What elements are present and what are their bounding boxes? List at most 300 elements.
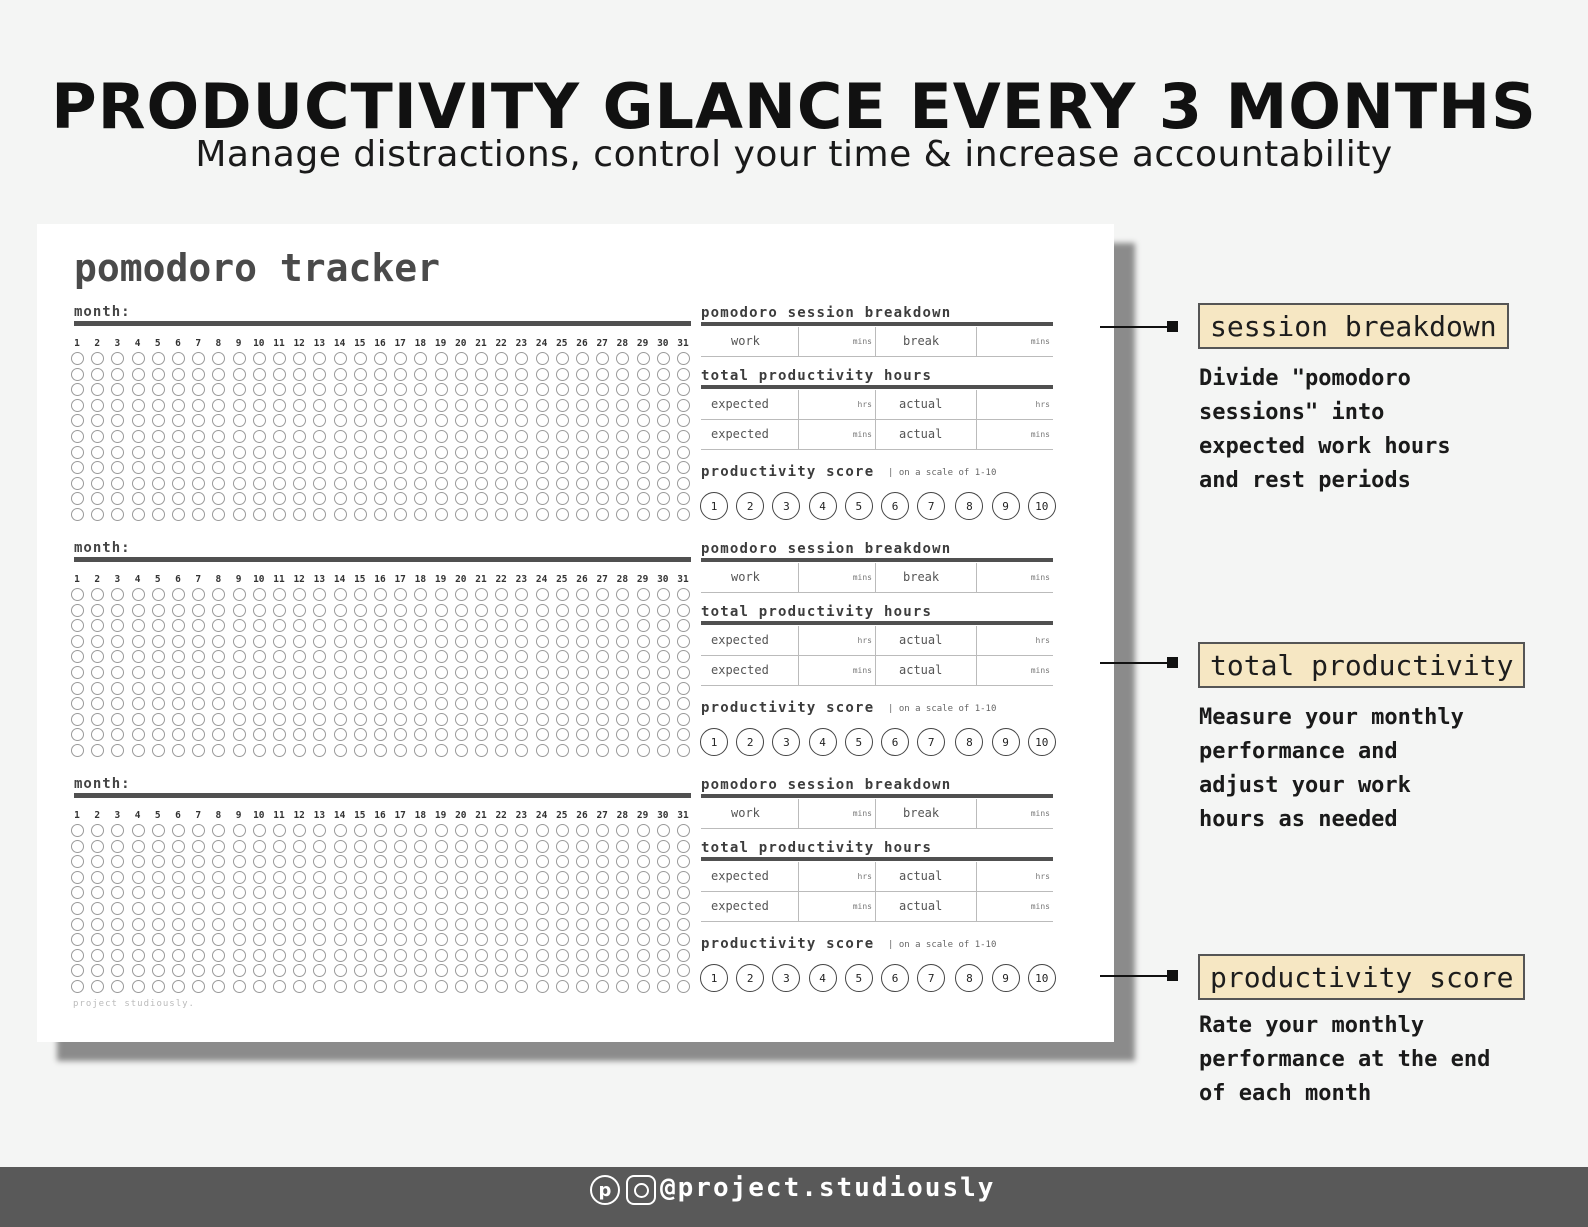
pomodoro-circle[interactable] bbox=[637, 855, 650, 868]
pomodoro-circle[interactable] bbox=[374, 949, 387, 962]
pomodoro-circle[interactable] bbox=[273, 619, 286, 632]
pomodoro-circle[interactable] bbox=[677, 980, 690, 993]
pomodoro-circle[interactable] bbox=[152, 414, 165, 427]
pomodoro-circle[interactable] bbox=[91, 619, 104, 632]
pomodoro-circle[interactable] bbox=[111, 414, 124, 427]
pomodoro-circle[interactable] bbox=[273, 713, 286, 726]
pomodoro-circle[interactable] bbox=[192, 383, 205, 396]
instagram-icon[interactable] bbox=[626, 1175, 656, 1205]
pomodoro-circle[interactable] bbox=[233, 933, 246, 946]
pomodoro-circle[interactable] bbox=[515, 383, 528, 396]
pomodoro-circle[interactable] bbox=[192, 352, 205, 365]
pomodoro-circle[interactable] bbox=[435, 902, 448, 915]
pomodoro-circle[interactable] bbox=[677, 682, 690, 695]
pomodoro-circle[interactable] bbox=[132, 840, 145, 853]
pomodoro-circle[interactable] bbox=[111, 399, 124, 412]
pomodoro-circle[interactable] bbox=[435, 461, 448, 474]
pomodoro-circle[interactable] bbox=[475, 886, 488, 899]
pomodoro-circle[interactable] bbox=[334, 980, 347, 993]
pomodoro-circle[interactable] bbox=[233, 871, 246, 884]
pomodoro-circle[interactable] bbox=[475, 604, 488, 617]
pomodoro-circle[interactable] bbox=[293, 414, 306, 427]
pomodoro-circle[interactable] bbox=[91, 650, 104, 663]
pomodoro-circle[interactable] bbox=[172, 682, 185, 695]
pomodoro-circle[interactable] bbox=[192, 871, 205, 884]
pomodoro-circle[interactable] bbox=[556, 840, 569, 853]
pomodoro-circle[interactable] bbox=[616, 902, 629, 915]
pomodoro-circle[interactable] bbox=[233, 697, 246, 710]
pomodoro-circle[interactable] bbox=[616, 964, 629, 977]
pomodoro-circle[interactable] bbox=[313, 902, 326, 915]
break-cell[interactable] bbox=[875, 327, 977, 356]
pomodoro-circle[interactable] bbox=[495, 840, 508, 853]
pomodoro-circle[interactable] bbox=[556, 383, 569, 396]
pomodoro-circle[interactable] bbox=[293, 964, 306, 977]
score-circle-9[interactable]: 9 bbox=[992, 964, 1020, 992]
score-circle-6[interactable]: 6 bbox=[881, 964, 909, 992]
pomodoro-circle[interactable] bbox=[616, 383, 629, 396]
pomodoro-circle[interactable] bbox=[172, 604, 185, 617]
pomodoro-circle[interactable] bbox=[394, 902, 407, 915]
pomodoro-circle[interactable] bbox=[677, 414, 690, 427]
pomodoro-circle[interactable] bbox=[91, 902, 104, 915]
pomodoro-circle[interactable] bbox=[253, 430, 266, 443]
pomodoro-circle[interactable] bbox=[313, 871, 326, 884]
pomodoro-circle[interactable] bbox=[515, 949, 528, 962]
pomodoro-circle[interactable] bbox=[576, 492, 589, 505]
pomodoro-circle[interactable] bbox=[536, 352, 549, 365]
pomodoro-circle[interactable] bbox=[152, 697, 165, 710]
pomodoro-circle[interactable] bbox=[111, 604, 124, 617]
pomodoro-circle[interactable] bbox=[495, 728, 508, 741]
pomodoro-circle[interactable] bbox=[394, 964, 407, 977]
pomodoro-circle[interactable] bbox=[132, 588, 145, 601]
pomodoro-circle[interactable] bbox=[475, 666, 488, 679]
pomodoro-circle[interactable] bbox=[334, 508, 347, 521]
pomodoro-circle[interactable] bbox=[596, 508, 609, 521]
pomodoro-circle[interactable] bbox=[475, 933, 488, 946]
pomodoro-circle[interactable] bbox=[152, 461, 165, 474]
pomodoro-circle[interactable] bbox=[455, 650, 468, 663]
pomodoro-circle[interactable] bbox=[233, 430, 246, 443]
pomodoro-circle[interactable] bbox=[657, 477, 670, 490]
pomodoro-circle[interactable] bbox=[435, 855, 448, 868]
pomodoro-circle[interactable] bbox=[596, 824, 609, 837]
pomodoro-circle[interactable] bbox=[394, 666, 407, 679]
pomodoro-circle[interactable] bbox=[435, 414, 448, 427]
pomodoro-circle[interactable] bbox=[495, 492, 508, 505]
pomodoro-circle[interactable] bbox=[374, 492, 387, 505]
pomodoro-circle[interactable] bbox=[71, 713, 84, 726]
pomodoro-circle[interactable] bbox=[394, 635, 407, 648]
pomodoro-circle[interactable] bbox=[233, 650, 246, 663]
pomodoro-circle[interactable] bbox=[515, 728, 528, 741]
pomodoro-circle[interactable] bbox=[212, 744, 225, 757]
pomodoro-circle[interactable] bbox=[192, 713, 205, 726]
pomodoro-circle[interactable] bbox=[233, 682, 246, 695]
pomodoro-circle[interactable] bbox=[616, 728, 629, 741]
pomodoro-circle[interactable] bbox=[596, 588, 609, 601]
pomodoro-circle[interactable] bbox=[596, 461, 609, 474]
pomodoro-circle[interactable] bbox=[334, 588, 347, 601]
pomodoro-circle[interactable] bbox=[435, 383, 448, 396]
pomodoro-circle[interactable] bbox=[71, 650, 84, 663]
pomodoro-circle[interactable] bbox=[455, 352, 468, 365]
pomodoro-circle[interactable] bbox=[394, 980, 407, 993]
pomodoro-circle[interactable] bbox=[233, 886, 246, 899]
pomodoro-circle[interactable] bbox=[313, 682, 326, 695]
pomodoro-circle[interactable] bbox=[313, 744, 326, 757]
pomodoro-circle[interactable] bbox=[475, 824, 488, 837]
pomodoro-circle[interactable] bbox=[192, 886, 205, 899]
pomodoro-circle[interactable] bbox=[273, 446, 286, 459]
pomodoro-circle[interactable] bbox=[71, 744, 84, 757]
pomodoro-circle[interactable] bbox=[495, 604, 508, 617]
pomodoro-circle[interactable] bbox=[495, 918, 508, 931]
score-circle-4[interactable]: 4 bbox=[809, 492, 837, 520]
pomodoro-circle[interactable] bbox=[515, 824, 528, 837]
pomodoro-circle[interactable] bbox=[192, 918, 205, 931]
pomodoro-circle[interactable] bbox=[616, 430, 629, 443]
pomodoro-circle[interactable] bbox=[253, 744, 266, 757]
pomodoro-circle[interactable] bbox=[313, 368, 326, 381]
pomodoro-circle[interactable] bbox=[253, 604, 266, 617]
score-circle-7[interactable]: 7 bbox=[917, 728, 945, 756]
pomodoro-circle[interactable] bbox=[91, 399, 104, 412]
pomodoro-circle[interactable] bbox=[515, 477, 528, 490]
pomodoro-circle[interactable] bbox=[132, 964, 145, 977]
pomodoro-circle[interactable] bbox=[313, 933, 326, 946]
pomodoro-circle[interactable] bbox=[354, 446, 367, 459]
pomodoro-circle[interactable] bbox=[253, 666, 266, 679]
pomodoro-circle[interactable] bbox=[253, 855, 266, 868]
pomodoro-circle[interactable] bbox=[212, 728, 225, 741]
actual-cell[interactable] bbox=[875, 862, 977, 891]
pomodoro-circle[interactable] bbox=[172, 492, 185, 505]
pomodoro-circle[interactable] bbox=[91, 949, 104, 962]
pomodoro-circle[interactable] bbox=[132, 650, 145, 663]
pomodoro-circle[interactable] bbox=[596, 949, 609, 962]
pomodoro-circle[interactable] bbox=[637, 964, 650, 977]
pomodoro-circle[interactable] bbox=[152, 980, 165, 993]
expected-value-cell[interactable] bbox=[798, 390, 876, 419]
pomodoro-circle[interactable] bbox=[677, 477, 690, 490]
pomodoro-circle[interactable] bbox=[596, 682, 609, 695]
pomodoro-circle[interactable] bbox=[192, 824, 205, 837]
pomodoro-circle[interactable] bbox=[192, 604, 205, 617]
pomodoro-circle[interactable] bbox=[71, 461, 84, 474]
pomodoro-circle[interactable] bbox=[91, 588, 104, 601]
pomodoro-circle[interactable] bbox=[677, 368, 690, 381]
score-circle-7[interactable]: 7 bbox=[917, 492, 945, 520]
pomodoro-circle[interactable] bbox=[374, 933, 387, 946]
pomodoro-circle[interactable] bbox=[616, 604, 629, 617]
pomodoro-circle[interactable] bbox=[556, 446, 569, 459]
pomodoro-circle[interactable] bbox=[515, 430, 528, 443]
pomodoro-circle[interactable] bbox=[212, 588, 225, 601]
pomodoro-circle[interactable] bbox=[515, 619, 528, 632]
pomodoro-circle[interactable] bbox=[596, 840, 609, 853]
pomodoro-circle[interactable] bbox=[374, 871, 387, 884]
pomodoro-circle[interactable] bbox=[596, 964, 609, 977]
pomodoro-circle[interactable] bbox=[677, 430, 690, 443]
pomodoro-circle[interactable] bbox=[212, 461, 225, 474]
pomodoro-circle[interactable] bbox=[313, 635, 326, 648]
pomodoro-circle[interactable] bbox=[212, 918, 225, 931]
pomodoro-circle[interactable] bbox=[233, 461, 246, 474]
pomodoro-circle[interactable] bbox=[334, 964, 347, 977]
pomodoro-circle[interactable] bbox=[71, 918, 84, 931]
pomodoro-circle[interactable] bbox=[435, 492, 448, 505]
pomodoro-circle[interactable] bbox=[354, 824, 367, 837]
pomodoro-circle[interactable] bbox=[212, 635, 225, 648]
pomodoro-circle[interactable] bbox=[91, 383, 104, 396]
pomodoro-circle[interactable] bbox=[536, 508, 549, 521]
pomodoro-circle[interactable] bbox=[414, 414, 427, 427]
pomodoro-circle[interactable] bbox=[475, 619, 488, 632]
pomodoro-circle[interactable] bbox=[536, 383, 549, 396]
pomodoro-circle[interactable] bbox=[152, 477, 165, 490]
pomodoro-circle[interactable] bbox=[313, 824, 326, 837]
pomodoro-circle[interactable] bbox=[293, 871, 306, 884]
pomodoro-circle[interactable] bbox=[91, 446, 104, 459]
pomodoro-circle[interactable] bbox=[475, 918, 488, 931]
pomodoro-circle[interactable] bbox=[91, 933, 104, 946]
pomodoro-circle[interactable] bbox=[172, 588, 185, 601]
score-circle-10[interactable]: 10 bbox=[1028, 728, 1056, 756]
pomodoro-circle[interactable] bbox=[212, 949, 225, 962]
pomodoro-circle[interactable] bbox=[132, 824, 145, 837]
pomodoro-circle[interactable] bbox=[455, 902, 468, 915]
pomodoro-circle[interactable] bbox=[152, 619, 165, 632]
pomodoro-circle[interactable] bbox=[435, 713, 448, 726]
pomodoro-circle[interactable] bbox=[576, 855, 589, 868]
pomodoro-circle[interactable] bbox=[556, 414, 569, 427]
pomodoro-circle[interactable] bbox=[354, 933, 367, 946]
pomodoro-circle[interactable] bbox=[111, 368, 124, 381]
pomodoro-circle[interactable] bbox=[657, 619, 670, 632]
pomodoro-circle[interactable] bbox=[374, 728, 387, 741]
pomodoro-circle[interactable] bbox=[677, 728, 690, 741]
pomodoro-circle[interactable] bbox=[657, 902, 670, 915]
pomodoro-circle[interactable] bbox=[616, 918, 629, 931]
pomodoro-circle[interactable] bbox=[212, 430, 225, 443]
pomodoro-circle[interactable] bbox=[677, 383, 690, 396]
pomodoro-circle[interactable] bbox=[637, 650, 650, 663]
pomodoro-circle[interactable] bbox=[313, 414, 326, 427]
pomodoro-circle[interactable] bbox=[132, 383, 145, 396]
pomodoro-circle[interactable] bbox=[515, 840, 528, 853]
pomodoro-circle[interactable] bbox=[313, 964, 326, 977]
pomodoro-circle[interactable] bbox=[172, 855, 185, 868]
pomodoro-circle[interactable] bbox=[394, 886, 407, 899]
pomodoro-circle[interactable] bbox=[435, 588, 448, 601]
expected-value-cell[interactable] bbox=[798, 420, 876, 449]
pomodoro-circle[interactable] bbox=[172, 352, 185, 365]
pomodoro-circle[interactable] bbox=[616, 886, 629, 899]
pomodoro-circle[interactable] bbox=[233, 492, 246, 505]
pomodoro-circle[interactable] bbox=[556, 399, 569, 412]
pomodoro-circle[interactable] bbox=[596, 933, 609, 946]
pomodoro-circle[interactable] bbox=[293, 492, 306, 505]
pomodoro-circle[interactable] bbox=[293, 383, 306, 396]
pomodoro-circle[interactable] bbox=[576, 918, 589, 931]
pomodoro-circle[interactable] bbox=[495, 902, 508, 915]
pomodoro-circle[interactable] bbox=[536, 933, 549, 946]
pomodoro-circle[interactable] bbox=[637, 886, 650, 899]
pomodoro-circle[interactable] bbox=[212, 352, 225, 365]
pomodoro-circle[interactable] bbox=[495, 383, 508, 396]
pomodoro-circle[interactable] bbox=[414, 588, 427, 601]
pomodoro-circle[interactable] bbox=[637, 430, 650, 443]
pomodoro-circle[interactable] bbox=[677, 824, 690, 837]
pomodoro-circle[interactable] bbox=[111, 824, 124, 837]
pomodoro-circle[interactable] bbox=[435, 840, 448, 853]
pomodoro-circle[interactable] bbox=[637, 949, 650, 962]
pomodoro-circle[interactable] bbox=[212, 697, 225, 710]
pomodoro-circle[interactable] bbox=[253, 619, 266, 632]
pomodoro-circle[interactable] bbox=[677, 840, 690, 853]
pomodoro-circle[interactable] bbox=[273, 728, 286, 741]
pomodoro-circle[interactable] bbox=[414, 635, 427, 648]
pomodoro-circle[interactable] bbox=[394, 508, 407, 521]
pomodoro-circle[interactable] bbox=[293, 635, 306, 648]
pomodoro-circle[interactable] bbox=[354, 949, 367, 962]
pomodoro-circle[interactable] bbox=[394, 744, 407, 757]
pomodoro-circle[interactable] bbox=[71, 728, 84, 741]
pomodoro-circle[interactable] bbox=[657, 492, 670, 505]
pomodoro-circle[interactable] bbox=[253, 728, 266, 741]
pomodoro-circle[interactable] bbox=[576, 871, 589, 884]
pomodoro-circle[interactable] bbox=[374, 430, 387, 443]
pomodoro-circle[interactable] bbox=[515, 713, 528, 726]
pomodoro-circle[interactable] bbox=[334, 461, 347, 474]
pomodoro-circle[interactable] bbox=[576, 840, 589, 853]
pomodoro-circle[interactable] bbox=[536, 744, 549, 757]
pomodoro-circle[interactable] bbox=[111, 682, 124, 695]
pomodoro-circle[interactable] bbox=[293, 399, 306, 412]
pomodoro-circle[interactable] bbox=[293, 604, 306, 617]
pomodoro-circle[interactable] bbox=[71, 446, 84, 459]
pomodoro-circle[interactable] bbox=[394, 383, 407, 396]
pomodoro-circle[interactable] bbox=[172, 399, 185, 412]
pomodoro-circle[interactable] bbox=[616, 666, 629, 679]
pomodoro-circle[interactable] bbox=[637, 368, 650, 381]
pomodoro-circle[interactable] bbox=[91, 508, 104, 521]
pomodoro-circle[interactable] bbox=[394, 588, 407, 601]
pomodoro-circle[interactable] bbox=[515, 508, 528, 521]
pinterest-icon[interactable]: p bbox=[590, 1175, 620, 1205]
pomodoro-circle[interactable] bbox=[172, 508, 185, 521]
pomodoro-circle[interactable] bbox=[152, 964, 165, 977]
pomodoro-circle[interactable] bbox=[233, 964, 246, 977]
pomodoro-circle[interactable] bbox=[515, 635, 528, 648]
pomodoro-circle[interactable] bbox=[596, 604, 609, 617]
pomodoro-circle[interactable] bbox=[354, 650, 367, 663]
pomodoro-circle[interactable] bbox=[152, 635, 165, 648]
pomodoro-circle[interactable] bbox=[556, 980, 569, 993]
pomodoro-circle[interactable] bbox=[576, 902, 589, 915]
pomodoro-circle[interactable] bbox=[273, 855, 286, 868]
pomodoro-circle[interactable] bbox=[576, 635, 589, 648]
pomodoro-circle[interactable] bbox=[677, 744, 690, 757]
pomodoro-circle[interactable] bbox=[192, 619, 205, 632]
pomodoro-circle[interactable] bbox=[394, 414, 407, 427]
pomodoro-circle[interactable] bbox=[192, 414, 205, 427]
pomodoro-circle[interactable] bbox=[435, 477, 448, 490]
pomodoro-circle[interactable] bbox=[71, 949, 84, 962]
pomodoro-circle[interactable] bbox=[495, 871, 508, 884]
pomodoro-circle[interactable] bbox=[556, 697, 569, 710]
pomodoro-circle[interactable] bbox=[394, 728, 407, 741]
pomodoro-circle[interactable] bbox=[71, 824, 84, 837]
pomodoro-circle[interactable] bbox=[637, 824, 650, 837]
pomodoro-circle[interactable] bbox=[475, 446, 488, 459]
pomodoro-circle[interactable] bbox=[293, 477, 306, 490]
pomodoro-circle[interactable] bbox=[91, 477, 104, 490]
actual-cell[interactable] bbox=[875, 626, 977, 655]
pomodoro-circle[interactable] bbox=[616, 461, 629, 474]
pomodoro-circle[interactable] bbox=[435, 368, 448, 381]
pomodoro-circle[interactable] bbox=[273, 902, 286, 915]
actual-value-cell[interactable] bbox=[976, 656, 1053, 685]
pomodoro-circle[interactable] bbox=[515, 399, 528, 412]
pomodoro-circle[interactable] bbox=[536, 666, 549, 679]
score-circle-5[interactable]: 5 bbox=[845, 964, 873, 992]
pomodoro-circle[interactable] bbox=[71, 980, 84, 993]
pomodoro-circle[interactable] bbox=[233, 399, 246, 412]
pomodoro-circle[interactable] bbox=[354, 461, 367, 474]
pomodoro-circle[interactable] bbox=[475, 461, 488, 474]
pomodoro-circle[interactable] bbox=[414, 980, 427, 993]
pomodoro-circle[interactable] bbox=[71, 933, 84, 946]
pomodoro-circle[interactable] bbox=[172, 414, 185, 427]
pomodoro-circle[interactable] bbox=[495, 666, 508, 679]
pomodoro-circle[interactable] bbox=[212, 666, 225, 679]
pomodoro-circle[interactable] bbox=[637, 477, 650, 490]
pomodoro-circle[interactable] bbox=[515, 964, 528, 977]
pomodoro-circle[interactable] bbox=[293, 588, 306, 601]
pomodoro-circle[interactable] bbox=[354, 728, 367, 741]
pomodoro-circle[interactable] bbox=[293, 933, 306, 946]
pomodoro-circle[interactable] bbox=[435, 682, 448, 695]
pomodoro-circle[interactable] bbox=[192, 697, 205, 710]
pomodoro-circle[interactable] bbox=[536, 635, 549, 648]
pomodoro-circle[interactable] bbox=[91, 666, 104, 679]
pomodoro-circle[interactable] bbox=[435, 508, 448, 521]
pomodoro-circle[interactable] bbox=[394, 918, 407, 931]
pomodoro-circle[interactable] bbox=[455, 619, 468, 632]
pomodoro-circle[interactable] bbox=[556, 964, 569, 977]
pomodoro-circle[interactable] bbox=[71, 414, 84, 427]
pomodoro-circle[interactable] bbox=[354, 886, 367, 899]
pomodoro-circle[interactable] bbox=[71, 368, 84, 381]
pomodoro-circle[interactable] bbox=[233, 619, 246, 632]
pomodoro-circle[interactable] bbox=[313, 855, 326, 868]
pomodoro-circle[interactable] bbox=[475, 635, 488, 648]
pomodoro-circle[interactable] bbox=[495, 980, 508, 993]
pomodoro-circle[interactable] bbox=[152, 918, 165, 931]
pomodoro-circle[interactable] bbox=[132, 697, 145, 710]
pomodoro-circle[interactable] bbox=[475, 383, 488, 396]
pomodoro-circle[interactable] bbox=[394, 430, 407, 443]
pomodoro-circle[interactable] bbox=[475, 352, 488, 365]
pomodoro-circle[interactable] bbox=[455, 744, 468, 757]
expected-cell[interactable] bbox=[701, 420, 799, 449]
pomodoro-circle[interactable] bbox=[111, 964, 124, 977]
pomodoro-circle[interactable] bbox=[556, 713, 569, 726]
pomodoro-circle[interactable] bbox=[152, 604, 165, 617]
